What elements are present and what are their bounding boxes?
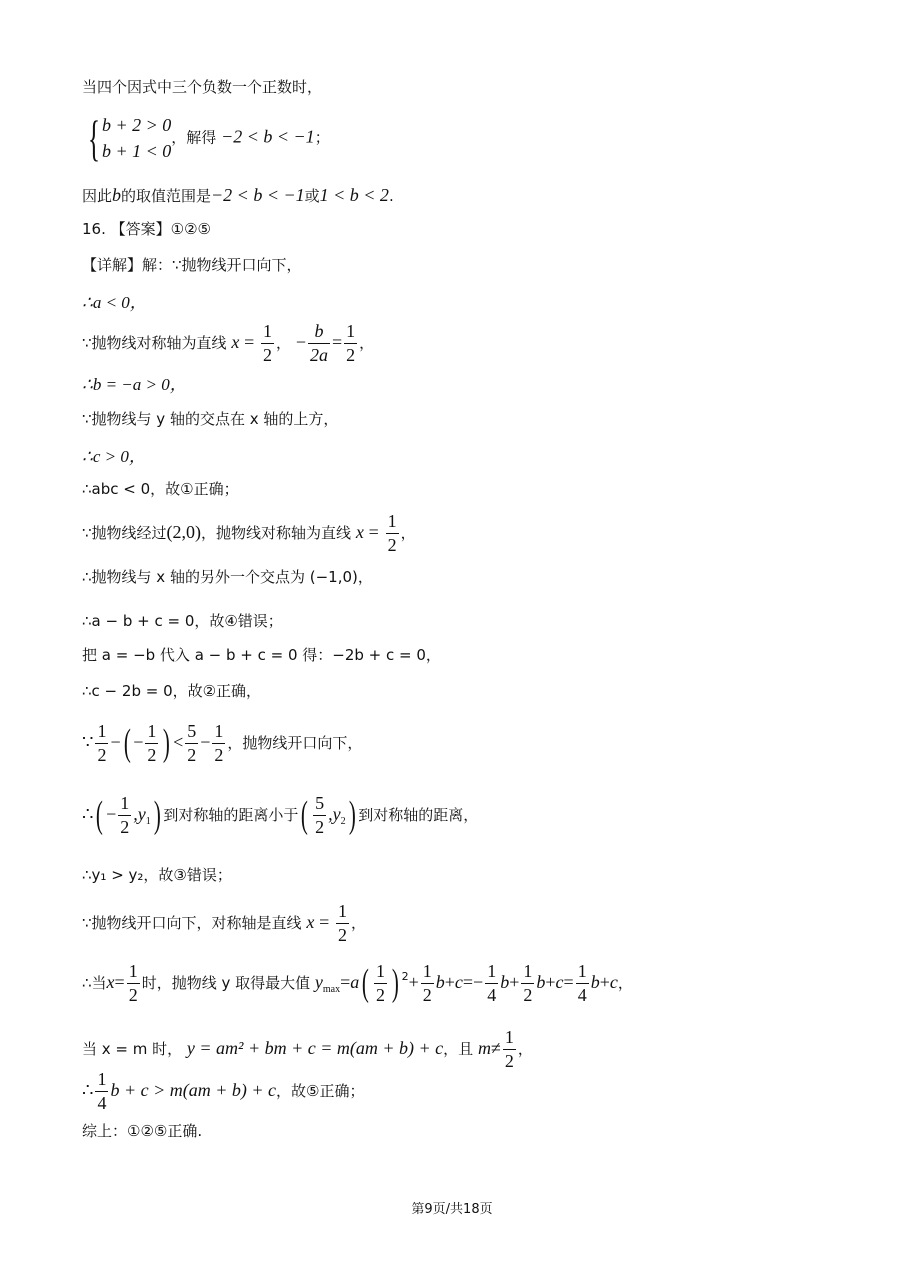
text-line: 当四个因式中三个负数一个正数时，	[82, 78, 323, 96]
summary-line: 综上：①②⑤正确.	[82, 1122, 203, 1140]
step-line: ∴y₁ > y₂，故③错误；	[82, 866, 232, 884]
step-line: ∴抛物线与 x 轴的另外一个交点为 (−1,0)，	[82, 568, 373, 586]
range-conclusion: 因此b的取值范围是−2 < b < −1或1 < b < 2.	[82, 185, 394, 205]
step-line: ∴a − b + c = 0，故④错误；	[82, 612, 283, 630]
brace-glyph: {	[88, 110, 100, 167]
comparison-line: ∵ $\frac{1}{2}$ −( − $\frac{1}{2}$ ) < $\frac{5}{2}$ − $\frac{1}{2}$ ，抛物线开口向下，	[82, 721, 363, 765]
step-line: ∴b = −a > 0，	[82, 375, 187, 394]
passes-point: ∵抛物线经过(2,0)，抛物线对称轴为直线 x = $\frac{1}{2}$ ，	[82, 511, 416, 555]
page-footer: 第9页/共18页	[411, 1202, 493, 1217]
max-value-line: ∴当x= $\frac{1}{2}$ 时，抛物线 y 取得最大值 $y_{max}=a$( $\frac{1}{2}$ ) $^2$+ $\frac{1}{2}$ b+c=− $\frac{1}{4}$ b+ $\frac{1}{2}$ b+c= $\frac{1}{4}$ b+c，	[82, 961, 633, 1005]
axis-of-symmetry: ∵抛物线对称轴为直线 x = $\frac{1}{2}$ ， − $\frac{b}{2a}$ = $\frac{1}{2}$ ，	[82, 321, 375, 365]
step-line: ∴c > 0，	[82, 447, 146, 466]
inequality-system: { b + 2 > 0 b + 1 < 0 ，解得 −2 < b < −1；	[88, 110, 330, 167]
step-line: 把 a = −b 代入 a − b + c = 0 得：−2b + c = 0，	[82, 646, 441, 664]
step-line: ∴c − 2b = 0，故②正确，	[82, 682, 262, 700]
step-line: ∴a < 0，	[82, 293, 147, 312]
step-line: ∴abc < 0，故①正确；	[82, 480, 239, 498]
symmetry-line: ∵抛物线开口向下，对称轴是直线 x = $\frac{1}{2}$ ，	[82, 901, 367, 945]
detail-start: 【详解】解：∵抛物线开口向下，	[82, 256, 302, 274]
answer-16: 16. 【答案】①②⑤	[82, 220, 211, 238]
distance-line: ∴( − $\frac{1}{2}$ $,y_1$) 到对称轴的距离小于( $\frac{5}{2}$ $,y_2$) 到对称轴的距离，	[82, 793, 479, 837]
when-x-equals-m: 当 x = m 时， y = am² + bm + c = m(am + b) + c，且 m≠ $\frac{1}{2}$ ，	[82, 1027, 533, 1071]
conclusion-5: ∴ $\frac{1}{4}$ b + c > m(am + b) + c，故⑤正确；	[82, 1069, 365, 1113]
step-line: ∵抛物线与 y 轴的交点在 x 轴的上方，	[82, 410, 339, 428]
